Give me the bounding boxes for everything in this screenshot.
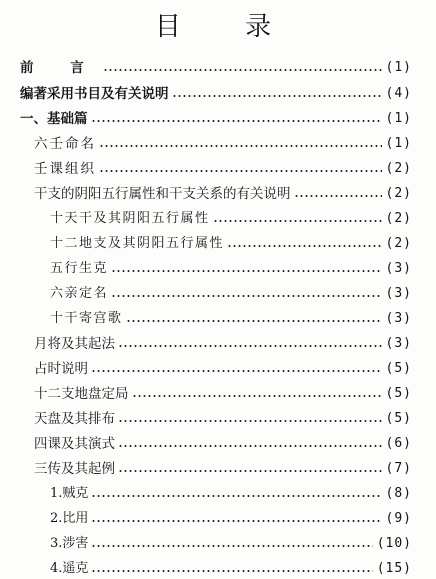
toc-entry[interactable] bbox=[50, 534, 412, 554]
toc-entry-label: 1.贼克 bbox=[50, 486, 89, 501]
toc-entry-label: 五行生克 bbox=[50, 261, 109, 276]
dot-leader bbox=[227, 245, 382, 247]
dot-leader bbox=[111, 270, 382, 272]
toc-entry[interactable] bbox=[50, 559, 412, 579]
dot-leader bbox=[126, 320, 382, 322]
dot-leader bbox=[91, 370, 382, 372]
toc-entry-label: 一、基础篇 bbox=[20, 111, 88, 127]
toc-entry[interactable] bbox=[34, 334, 412, 354]
toc-entry[interactable] bbox=[34, 134, 412, 154]
toc-entry-label: 占时说明 bbox=[34, 361, 88, 377]
toc-entry-page: (2) bbox=[385, 236, 412, 251]
toc-entry-page: (8) bbox=[385, 486, 412, 501]
dot-leader bbox=[99, 145, 382, 147]
toc-entry-page: (10) bbox=[376, 536, 412, 551]
toc-entry-chapter-1[interactable] bbox=[20, 109, 412, 129]
dot-leader bbox=[118, 420, 382, 422]
toc-entry-label: 六亲定名 bbox=[50, 286, 109, 301]
toc-entry-page: (1) bbox=[385, 136, 412, 151]
dot-leader bbox=[172, 95, 382, 97]
dot-leader bbox=[111, 295, 382, 297]
dot-leader bbox=[91, 120, 382, 122]
dot-leader bbox=[294, 195, 382, 197]
toc-entry-page: (3) bbox=[385, 286, 412, 301]
toc-entry-label: 编著采用书目及有关说明 bbox=[20, 86, 169, 102]
toc-entry-label: 壬课组织 bbox=[34, 161, 96, 177]
toc-entry-page: (7) bbox=[385, 461, 412, 476]
dot-leader bbox=[118, 470, 382, 472]
dot-leader bbox=[91, 545, 372, 547]
toc-entry[interactable] bbox=[50, 284, 412, 304]
toc-entry-label: 前 言 bbox=[20, 60, 100, 76]
toc-entry[interactable] bbox=[50, 234, 412, 254]
toc-entry-label: 十二地支及其阴阳五行属性 bbox=[50, 236, 225, 251]
dot-leader bbox=[91, 520, 381, 522]
toc-entry-page: (6) bbox=[385, 436, 412, 451]
dot-leader bbox=[99, 170, 382, 172]
dot-leader bbox=[118, 445, 382, 447]
toc-entry[interactable] bbox=[50, 509, 412, 529]
toc-entry-label: 3.涉害 bbox=[50, 536, 89, 551]
toc-entry-label: 三传及其起例 bbox=[34, 461, 115, 477]
toc-entry[interactable] bbox=[50, 259, 412, 279]
toc-entry[interactable] bbox=[50, 484, 412, 504]
page-title: 目 录 bbox=[154, 12, 300, 42]
toc-entry-label: 十干寄宫歌 bbox=[50, 311, 123, 326]
toc-entry-page: (2) bbox=[385, 211, 412, 226]
toc-entry-page: (5) bbox=[385, 386, 412, 401]
toc-entry[interactable] bbox=[34, 459, 412, 479]
toc-entry-page: (9) bbox=[385, 511, 412, 526]
toc-entry[interactable] bbox=[34, 159, 412, 179]
toc-entry[interactable] bbox=[34, 384, 412, 404]
toc-entry[interactable] bbox=[50, 209, 412, 229]
dot-leader bbox=[132, 395, 382, 397]
dot-leader bbox=[118, 345, 382, 347]
toc-entry-label: 十天干及其阴阳五行属性 bbox=[50, 211, 210, 226]
toc-entry-page: (5) bbox=[385, 411, 412, 426]
toc-entry-page: (2) bbox=[385, 161, 412, 176]
toc-entry-references[interactable] bbox=[20, 84, 412, 104]
toc-entry-page: (1) bbox=[385, 60, 412, 75]
toc-entry[interactable] bbox=[34, 434, 412, 454]
toc-entry-label: 十二支地盘定局 bbox=[34, 386, 129, 402]
toc-entry-label: 4.遥克 bbox=[50, 561, 89, 576]
dot-leader bbox=[91, 495, 381, 497]
toc-entry-label: 天盘及其排布 bbox=[34, 411, 115, 427]
toc-entry-page: (4) bbox=[385, 86, 412, 101]
toc-entry-page: (3) bbox=[385, 261, 412, 276]
dot-leader bbox=[103, 69, 382, 71]
toc-entry-label: 四课及其演式 bbox=[34, 436, 115, 452]
toc-entry-label: 干支的阴阳五行属性和干支关系的有关说明 bbox=[34, 186, 291, 202]
toc-entry-page: (5) bbox=[385, 361, 412, 376]
toc-entry-page: (3) bbox=[385, 336, 412, 351]
toc-entry-page: (15) bbox=[376, 561, 412, 576]
toc-entry[interactable] bbox=[50, 309, 412, 329]
toc-entry-preface[interactable] bbox=[20, 58, 412, 78]
toc-entry[interactable] bbox=[34, 359, 412, 379]
toc-entry-page: (2) bbox=[385, 186, 412, 201]
toc-entry-label: 2.比用 bbox=[50, 511, 89, 526]
toc-entry[interactable] bbox=[34, 184, 412, 204]
dot-leader bbox=[91, 570, 372, 572]
toc-entry-page: (1) bbox=[385, 111, 412, 126]
toc-entry-page: (3) bbox=[385, 311, 412, 326]
toc-entry[interactable] bbox=[34, 409, 412, 429]
toc-entry-label: 六壬命名 bbox=[34, 136, 96, 152]
toc-entry-label: 月将及其起法 bbox=[34, 336, 115, 352]
dot-leader bbox=[213, 220, 382, 222]
